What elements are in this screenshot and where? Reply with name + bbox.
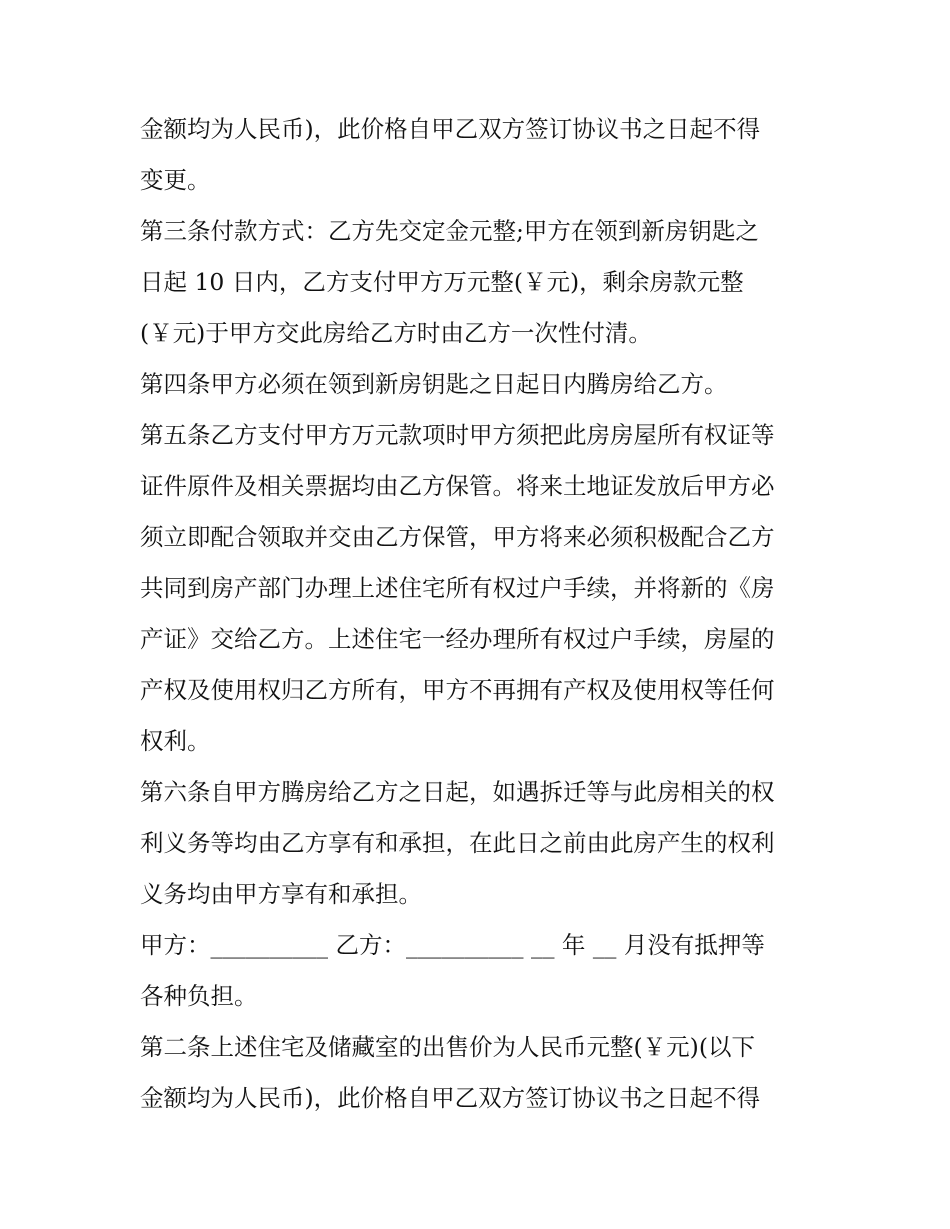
text-line: 共同到房产部门办理上述住宅所有权过户手续，并将新的《房: [140, 574, 775, 602]
text-line: 第六条自甲方腾房给乙方之日起，如遇拆迁等与此房相关的权: [140, 778, 775, 806]
text-line: 金额均为人民币)，此价格自甲乙双方签订协议书之日起不得: [140, 115, 761, 143]
text-line: 甲方：__________ 乙方：__________ __ 年 __ 月没有抵押等: [140, 931, 765, 959]
text-line: 第四条甲方必须在领到新房钥匙之日起日内腾房给乙方。: [140, 370, 728, 398]
text-line: (￥元)于甲方交此房给乙方时由乙方一次性付清。: [140, 319, 652, 347]
text-line: 证件原件及相关票据均由乙方保管。将来土地证发放后甲方必: [140, 472, 775, 500]
text-line: 第五条乙方支付甲方万元款项时甲方须把此房房屋所有权证等: [140, 421, 775, 449]
document-body: [140, 104, 820, 1124]
text-line: 金额均为人民币)，此价格自甲乙双方签订协议书之日起不得: [140, 1084, 761, 1112]
text-line: 须立即配合领取并交由乙方保管，甲方将来必须积极配合乙方: [140, 523, 775, 551]
text-line: 各种负担。: [140, 982, 258, 1010]
text-line: 第二条上述住宅及储藏室的出售价为人民币元整(￥元)(以下: [140, 1033, 756, 1061]
text-line: 日起 10 日内，乙方支付甲方万元整(￥元)，剩余房款元整: [140, 268, 744, 296]
text-line: 义务均由甲方享有和承担。: [140, 880, 422, 908]
text-line: 产权及使用权归乙方所有，甲方不再拥有产权及使用权等任何: [140, 676, 775, 704]
text-line: 权利。: [140, 727, 211, 755]
text-line: 产证》交给乙方。上述住宅一经办理所有权过户手续，房屋的: [140, 625, 775, 653]
text-line: 第三条付款方式：乙方先交定金元整;甲方在领到新房钥匙之: [140, 217, 759, 245]
text-line: 变更。: [140, 166, 211, 194]
text-line: 利义务等均由乙方享有和承担，在此日之前由此房产生的权利: [140, 829, 775, 857]
